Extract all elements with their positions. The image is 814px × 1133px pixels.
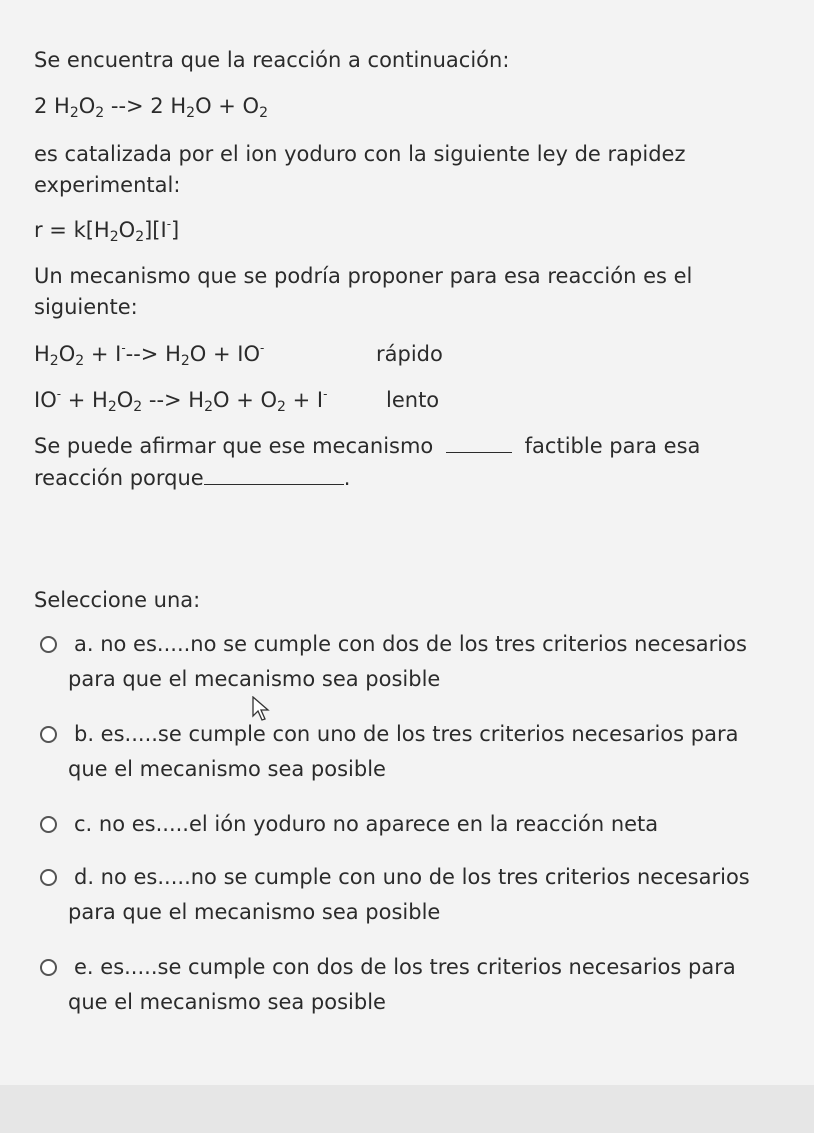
- option-b-line1: b. es.....se cumple con uno de los tres criterios necesarios para: [74, 722, 739, 746]
- option-e-line2: que el mecanismo sea posible: [68, 990, 386, 1014]
- radio-unchecked-icon[interactable]: [40, 636, 57, 653]
- option-e[interactable]: [38, 950, 778, 1020]
- radio-unchecked-icon[interactable]: [40, 959, 57, 976]
- statement-line1: Se puede afirmar que ese mecanismo factible para esa: [34, 434, 701, 458]
- page-bottom-area: [0, 1085, 814, 1133]
- radio-unchecked-icon[interactable]: [40, 816, 57, 833]
- mechanism-intro-line1: Un mecanismo que se podría proponer para esa reacción es el: [34, 264, 693, 288]
- net-reaction: 2 $H_2O_2$ --> 2 $H_2O + O_2$: [34, 94, 268, 121]
- statement-line2: reacción porque .: [34, 466, 351, 490]
- question-intro: Se encuentra que la reacción a continuación:: [34, 48, 510, 72]
- step-1-speed: rápido: [376, 342, 443, 366]
- mouse-pointer-icon: [252, 696, 276, 724]
- radio-unchecked-icon[interactable]: [40, 726, 57, 743]
- option-d-line2: para que el mecanismo sea posible: [68, 900, 441, 924]
- option-a-line1: a. no es.....no se cumple con dos de los tres criterios necesarios: [74, 632, 747, 656]
- radio-unchecked-icon[interactable]: [40, 869, 57, 886]
- option-d[interactable]: [38, 860, 778, 930]
- catalysis-text-line2: experimental:: [34, 173, 181, 197]
- answer-blank-1: [446, 432, 512, 453]
- option-e-line1: e. es.....se cumple con dos de los tres criterios necesarios para: [74, 955, 736, 979]
- answer-blank-2: [204, 464, 344, 485]
- rate-law: $r = k[H_2O_2][I^-]$: [34, 217, 180, 245]
- option-a-line2: para que el mecanismo sea posible: [68, 667, 441, 691]
- catalysis-text-line1: es catalizada por el ion yoduro con la siguiente ley de rapidez: [34, 142, 686, 166]
- option-b-line2: que el mecanismo sea posible: [68, 757, 386, 781]
- step-2-speed: lento: [386, 388, 440, 412]
- option-c-line1: c. no es.....el ión yoduro no aparece en la reacción neta: [74, 812, 659, 836]
- mechanism-intro-line2: siguiente:: [34, 295, 138, 319]
- option-d-line1: d. no es.....no se cumple con uno de los tres criterios necesarios: [74, 865, 750, 889]
- option-a[interactable]: [38, 627, 778, 697]
- select-one-label: Seleccione una:: [34, 588, 201, 612]
- mechanism-step-2: $IO^- + H_2O_2$ --> $H_2O + O_2 + I^-$: [34, 387, 328, 415]
- mechanism-step-1: $H_2O_2 + I^---> H_2O + IO^-$: [34, 341, 265, 369]
- option-b[interactable]: [38, 717, 778, 787]
- option-c[interactable]: [38, 807, 778, 842]
